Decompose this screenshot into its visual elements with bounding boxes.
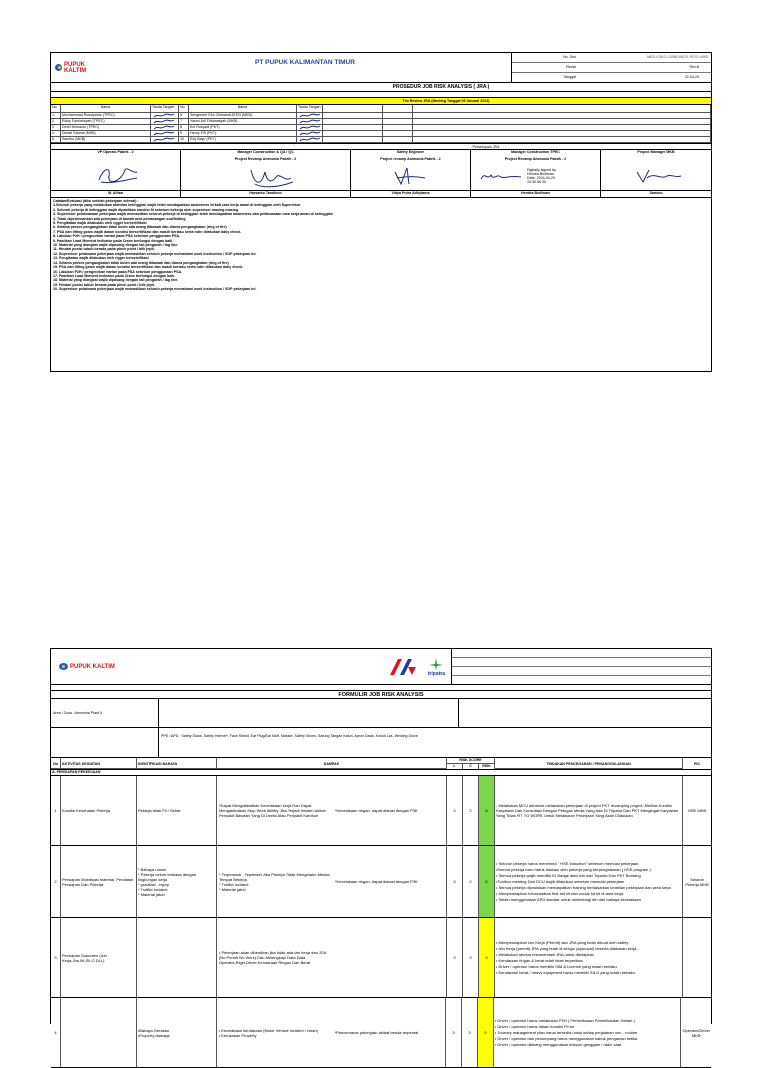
signature-image	[51, 162, 181, 190]
partner-logos	[251, 649, 451, 684]
consequence-cell: 2	[463, 846, 479, 917]
team-member-cell: Mochammad Rosidyanto (TPEC)	[61, 113, 151, 119]
mitigation-item: • Semua pekerja wajib memiliki ID Badge atau izin dari Tripatra Dan PKT Bontang	[496, 872, 641, 878]
meta-row: No. Dok MED-CSKO-J2RBD0KDS-PEJD-4965	[512, 53, 711, 63]
evaluation-notes: Catatan/Evaluasi (diisi setelah pekerjaan selesai) : 1.Seluruh pekerja yang melakukan aktivitas ketinggian wajib telah mendapatkan awareness terkait cara kerja aman di ketinggian oleh Supervisor 2. Seluruh pekerja di ketinggian wajib dipastikan kondisi fit sebelum bekerja oleh supervisor masing-masing 3. Supervisor pelaksanaan pekerjaan wajib memastikan seluruh pekerja di ketinggian telah mendapatkan awareness dan pelaksanaan cara kerja aman di ketinggian 4. Tidak diperkenankan ada pekerjaan di bawah area pemasangan scaffolding 5. Pengikatan wajib dilakukan oleh rigger bersertifikasi 6. Selama proses pengangkatan tidak boleh ada orang dibawah dan diarea pengangkatan (ring of fire) 7. PSA dan lifting gears wajib dalam kondisi bersertifikasi dan masih berlaku serta rutin dilakukan daily check. 8. Lakukan P2H / pengecekan harian pada PSA sebelum penggunaan PSA. 9. Pastikan Load Moment Indicator pada Crane berfungsi dengan baik. 10. Material yang diangkat wajib dipasang dengan tali pengarah / tag line. 11. Hindari posisi tubuh berada pada pinch point / blik jepit. 12. Supervisor pelaksana pekerjaan wajib memastikan seluruh pekerja memahami work instruction / SOP pekerjaan ini. 13. Pengikatan wajib dilakukan oleh rigger bersertifikasi 14. Selama proses pengangkatan tidak boleh ada orang dibawah dan diarea pengangkatan (ring of fire) 15. PSA dan lifting gears wajib dalam kondisi bersertifikasi dan masih berlaku serta rutin dilakukan daily check. 16. Lakukan P2H / pengecekan harian pada PSA sebelum penggunaan PSA. 17. Pastikan Load Moment Indicator pada Crane berfungsi dengan baik. 18. Material yang diangkat wajib dipasang dengan tali pengarah / tag line. 19. Hindari posisi tubuh berada pada pinch point / blik jepit. 20. Supervisor pelaksana pekerjaan wajib memastikan seluruh pekerja memahami work instruction / SOP pekerjaan ini.	[51, 198, 711, 293]
mitigation-item: • Mempersiapkan Informasikan first aid kit dan ocular kit kit di area kerja	[496, 890, 624, 896]
impact-severity: *Kecelakaan ringan, dapat diatasi dengan P3K	[335, 808, 418, 813]
notes-list	[53, 203, 709, 291]
jra-approval-page	[50, 52, 712, 372]
note-item: 13. Pengikatan wajib dilakukan oleh rigger bersertifikasi	[53, 256, 149, 261]
consequence-cell: 3	[462, 998, 478, 1067]
impact-text: *Dapat Mengakibatkan Kecelakaan kerja Dan Dapat Mengakibatkan Stop Work Aktifity Jika Terjadi Insiden Akibat Penyakit Bawaan Yang Di Derita Atau Penyakit Kambuh	[219, 803, 326, 818]
approver-row	[51, 150, 711, 198]
note-item: 9. Pastikan Load Moment Indicator pada Crane berfungsi dengan baik.	[53, 238, 174, 243]
mitigation-item: • Driver / operator harus melakukan P2H ( Pemeriksaan Pemeliharaan Harian )	[494, 1017, 635, 1023]
hazard-cell: * Bahaya umum * Pekerja belum terbiasa dengan lingkungan kerja * gravitasi - Injury * Traffict incident * Material jatuh	[137, 846, 217, 917]
mitigation-item: • Driver / operator harus dalam kondisi Fit for	[494, 1023, 575, 1029]
team-member-cell: Samino (MKB)	[61, 137, 151, 143]
team-member-cell: 8	[179, 125, 189, 131]
hazard-cell	[137, 918, 217, 997]
activity-cell: Persiapan Mobilisasi material, Peralatan Persiapan Dan Pekerja	[61, 846, 137, 917]
approver-vp: VP Operasi Pabrik - 2 M. Alfian	[51, 150, 181, 197]
note-item: 17. Pastikan Load Moment Indicator pada Crane berfungsi dengan baik.	[53, 273, 176, 278]
pic-cell: Seluruh Pekerja MKB	[685, 876, 709, 887]
page-header	[51, 53, 711, 83]
procedure-title: PROSEDUR JOB RISK ANALYSIS ( JRA )	[51, 83, 711, 92]
note-item: 8. Lakukan P2H / pengecekan harian pada PSA sebelum penggunaan PSA.	[53, 234, 181, 239]
team-member-cell: 1	[51, 113, 61, 119]
mitigation-item: •Semua pekerja baru harus diawasi oleh pekerja yang berpengalaman ( HSE program ).	[496, 866, 652, 872]
note-item: 5. Pengikatan wajib dilakukan oleh rigger bersertifikasi	[53, 221, 147, 226]
signature-image	[351, 162, 471, 190]
team-member-cell: Deniel Saoma (MKB)	[61, 131, 151, 137]
row-number: 2	[51, 846, 61, 917]
digital-sign-text: Digitally signed by Hendra Budiman Date: 2024-04-29 10:30:56 00	[527, 168, 556, 184]
team-header-row: No Nama Tanda Tangan No Nama Tanda Tangan	[51, 105, 711, 113]
signature-image	[601, 162, 711, 190]
team-member-cell: 2	[51, 119, 61, 125]
hazard-cell: •Bahaya Gerakan •Property damage	[137, 998, 217, 1067]
risk-row	[51, 776, 711, 846]
activity-cell: Kondisi Kesehatan Pekerja	[61, 776, 137, 845]
company-logo: PUPUK KALTIM	[51, 649, 251, 684]
mitigation-item: • Kendaraan berat / heavy equipment harus memiliki SILO yang masih berlaku	[496, 969, 635, 975]
digital-signature	[471, 162, 600, 190]
signature-image	[152, 125, 176, 130]
team-row	[51, 137, 711, 143]
team-member-cell: 7	[179, 119, 189, 125]
hazard-cell: Pekerja tidak Fit / Sehat	[137, 776, 217, 845]
company-logo: PUPUK KALTIM	[51, 53, 99, 82]
signature-cell	[297, 137, 323, 143]
signature-image	[152, 113, 176, 118]
risk-score-cell: 9	[478, 998, 494, 1067]
note-item: 2. Seluruh pekerja di ketinggian wajib dipastikan kondisi fit sebelum bekerja oleh supervisor masing-masing	[53, 207, 239, 212]
mitigation-cell	[494, 998, 682, 1067]
note-item: 18. Material yang diangkat wajib dipasang dengan tali pengarah / tag line.	[53, 278, 179, 283]
signature-cell	[151, 137, 179, 143]
likelihood-cell: 3	[446, 998, 462, 1067]
risk-score-cell: 6	[479, 776, 495, 845]
impact-cell	[217, 918, 447, 997]
document-meta	[511, 53, 711, 82]
note-item: 15. PSA dan lifting gears wajib dalam kondisi bersertifikasi dan masih berlaku serta rutin dilakukan daily check.	[53, 265, 244, 270]
meta-row: Tanggal 22-04-29	[563, 75, 699, 79]
likelihood-cell: 3	[447, 918, 463, 997]
team-rows	[51, 113, 711, 143]
team-member-cell: Edy Bayu (PKT)	[189, 137, 297, 143]
mitigation-item: • Kendaraan ringan & berat telah telah terperiksa	[496, 957, 583, 963]
team-member-cell: Rizky Fahriansyah (TPEC)	[61, 119, 151, 125]
approver-pm: Project Manager MKB Samino	[601, 150, 711, 197]
approver-construction: Manager Construction & QA / QC Project Revamp Ammonia Pabrik - 2 Harsanto Tandiono	[181, 150, 351, 197]
mitigation-item: • Journey management plan harus tersedia untuk setiap perjalanan non - routine	[494, 1029, 638, 1035]
mitigation-item: • Seluruh pekerja harus menerima " HSE Induction" sebelum memulai pekerjaan.	[496, 860, 640, 866]
risk-table-body	[51, 776, 711, 1068]
signature-image	[152, 131, 176, 136]
team-member-cell: 10	[179, 137, 189, 143]
ppe-row: PPE / APD : Safety Glass, Safety Helmet*, Face Shield, Ear Plug/Ear Muff, Masker, Safety Shoes, Sarung Tangan Katun, Apron Dada, Kedok Las, Welding Glove	[51, 728, 711, 758]
kaltim-logo-icon	[59, 663, 68, 670]
impact-cell	[217, 846, 447, 917]
team-member-cell: Kol Rosyadi (PKT)	[189, 125, 297, 131]
header-grid	[451, 649, 711, 684]
tripatra-logo-icon	[428, 657, 444, 671]
note-item: 12. Supervisor pelaksana pekerjaan wajib memastikan seluruh pekerja memahami work instruction / SOP pekerjaan ini.	[53, 251, 257, 256]
tripatra-logo: tripatra	[428, 657, 445, 677]
risk-score-cell: 9	[479, 918, 495, 997]
team-member-cell: Dedi Hermanto (TPEC)	[61, 125, 151, 131]
risk-row	[51, 918, 711, 998]
pic-cell: HSE MKB	[687, 808, 706, 813]
mitigation-item: • Melakukan semua rekomendasi JRA untuk ditetapkan	[496, 951, 594, 957]
risk-row	[51, 846, 711, 918]
mitigation-item: • Mempersiapkan Izin Kerja (Permit) dan JRA yang telah dibuat oleh safety	[496, 939, 629, 945]
mitigation-cell	[495, 846, 683, 917]
signature-image	[479, 169, 523, 183]
signature-image	[298, 125, 322, 130]
signature-image	[298, 137, 322, 142]
note-item: 11. Hindari posisi tubuh berada pada pinch point / blik jepit.	[53, 247, 155, 252]
team-member-cell: Yasmi Adi Fitrianasyah (MKB)	[189, 119, 297, 125]
activity-cell	[61, 998, 137, 1067]
team-member-cell: 4	[51, 131, 61, 137]
row-number: 1	[51, 776, 61, 845]
impact-text: • Pekerjaan akan dihentikan jika tidak ada izin kerja dan JSA (No Permit No Work) Dan Melengkapi Data Data Operator,Riger,Driver,Kendaraan Ringan Dan Berat	[219, 950, 327, 965]
note-item: 10. Material yang diangkat wajib dipasang dengan tali pengarah / tag line.	[53, 243, 179, 248]
consequence-cell: 2	[463, 776, 479, 845]
approver-safety: Safety Engineer Project revamp Ammonia Pabrik - 2 Vidya Putra Adhytama	[351, 150, 471, 197]
pic-cell: Operator/Driver MKB	[682, 1027, 710, 1038]
team-member-cell: Sengimeer Eko Chrisandi ATEN (MKB)	[189, 113, 297, 119]
area-row: Area / Zona : Ammonia Plant II	[51, 699, 711, 728]
mitigation-cell	[495, 776, 683, 845]
note-item: 20. Supervisor pelaksana pekerjaan wajib memastikan seluruh pekerja memahami work instruction / SOP pekerjaan ini.	[53, 287, 257, 292]
consequence-cell: 3	[463, 918, 479, 997]
note-item: 19. Hindari posisi tubuh berada pada pinch point / blik jepit.	[53, 282, 155, 287]
kaltim-logo-icon	[55, 64, 62, 71]
team-member-cell: Henry P.B (PKT)	[189, 131, 297, 137]
impact-cell	[217, 998, 446, 1067]
risk-score-header: RISK SCORE L C RISK	[447, 758, 495, 769]
impact-severity: *Kecelakaan ringan, dapat diatasi dengan P3K	[335, 879, 418, 884]
company-name: PT PUPUK KALIMANTAN TIMUR	[255, 59, 355, 66]
risk-row	[51, 998, 711, 1068]
signature-image	[152, 137, 176, 142]
note-item: 3. Supervisor pelaksanaan pekerjaan wajib memastikan seluruh pekerja di ketinggian telah mendapatkan awareness dan pelaksanaan cara kerja aman di ketinggian	[53, 212, 333, 217]
team-member-cell: 9	[179, 131, 189, 137]
activity-cell: Persiapan Dokumen (Izin Kerja,Jha,IM,SILO DLL)	[61, 918, 137, 997]
table-header: No AKTIVITAS KEGIATAN IDENTIFIKASI BAHAYA DAMPAK RISK SCORE L C RISK TINDAKAN PENCEGAHAN / PENANGGULANGAN PIC	[51, 758, 711, 770]
signature-image	[298, 113, 322, 118]
mitigation-item: •Toolbox meeting Dan DCU wajib dilakukan sebelum memulai pekerjaan	[496, 878, 625, 884]
note-item: 7. PSA dan lifting gears wajib dalam kondisi bersertifikasi dan masih berlaku serta rutin dilakukan daily check.	[53, 229, 242, 234]
risk-score-cell: 6	[479, 846, 495, 917]
signature-image	[181, 162, 351, 190]
team-member-cell: 3	[51, 125, 61, 131]
mitigation-item: • Driver / operator harus memiliki SIM & License yang masih berlaku	[496, 963, 617, 969]
team-member-cell: 5	[51, 137, 61, 143]
review-team-table	[51, 105, 711, 144]
mkb-logo-icon	[388, 657, 418, 677]
likelihood-cell: 3	[447, 776, 463, 845]
approval-title: Persetujuan JRA	[51, 144, 711, 150]
mitigation-item: • Semua pekerja diposisikan mendapatkan training berdasarkan keahlian pekerjaan dan area kerja	[496, 884, 671, 890]
impact-cell	[217, 776, 447, 845]
impact-text: • Kecelakaan kendaraan (Motor Vehicle incident / crash) • Kerusakan Property	[218, 1027, 319, 1038]
mitigation-item: • Izin Kerja (permit) JRA yang telah di setujui (approval) beserta dilakukan kerja -	[496, 945, 639, 951]
note-item: 16. Lakukan P2H / pengecekan harian pada PSA sebelum penggunaan PSA.	[53, 269, 183, 274]
impact-severity: *Pencemaran pekerjaan akibat benda terpental	[334, 1030, 419, 1035]
jra-form-page	[50, 648, 712, 1047]
pic-cell	[683, 918, 711, 997]
mitigation-cell	[495, 918, 683, 997]
mitigation-item: • Driver / operator dilarang menggunakan telepon genggam / radio saat	[494, 1041, 622, 1047]
meta-row: Revisi Rev.B	[512, 63, 711, 73]
note-item: 4. Tidak diperkenankan ada pekerjaan di bawah area pemasangan scaffolding	[53, 216, 186, 221]
signature-image	[152, 119, 176, 124]
form-title: FORMULIR JOB RISK ANALYSIS	[51, 691, 711, 699]
likelihood-cell: 3	[447, 846, 463, 917]
note-item: 14. Selama proses pengangkatan tidak boleh ada orang dibawah dan diarea pengangkatan (ring of fire)	[53, 260, 229, 265]
review-team-title: Tim Review JRA (Meeting Tanggal 05 Januari 2024)	[51, 98, 711, 105]
mitigation-item: • Selalu menggunakan APD standar untuk melindungi diri dari bahaya kecelakaan	[496, 896, 641, 902]
mitigation-item: • Driver / operator dan penumpang harus menggunakan sabuk pengaman ketika	[494, 1035, 638, 1041]
signature-image	[298, 119, 322, 124]
impact-text: * Terperosok , Tepeleset Jika Pekerja Tidak Mengetahu Medan Tempat Bekerja * Traffict incident * Material jatuh	[219, 871, 330, 892]
row-number: 4	[51, 998, 61, 1067]
approver-tpec: Manager Construction TPEC Project Revamp Ammonia Pabrik - 2 Digitally signed by Hendra Budiman Date: 2024-04-29 10:30:56 00 Hendra Budiman	[471, 150, 601, 197]
section-label: A. PERSIAPAN PEKERJAAN	[51, 770, 711, 776]
signature-image	[298, 131, 322, 136]
team-member-cell: 6	[179, 113, 189, 119]
form-header	[51, 649, 711, 685]
note-item: 1.Seluruh pekerja yang melakukan aktivitas ketinggian wajib telah mendapatkan awareness terkait cara kerja aman di ketinggian oleh Supervisor	[53, 203, 301, 208]
row-number: 3	[51, 918, 61, 997]
note-item: 6. Selama proses pengangkatan tidak boleh ada orang dibawah dan diarea pengangkatan (ring of fire)	[53, 225, 227, 230]
mitigation-item: - Melakukan MCU sebelum melakukan pekerjaan di project PKT revamping project. Melihat Kondisi Karyawan Dan Konsultasi Dengan Petugas Medis Yang Ada Di Tripatra Dan PKT Mengingat Karyawan Yang Tidak FIT TO WORK Untuk Melakukan Pekerjaan Yang Akan Dilakukan	[496, 802, 679, 818]
